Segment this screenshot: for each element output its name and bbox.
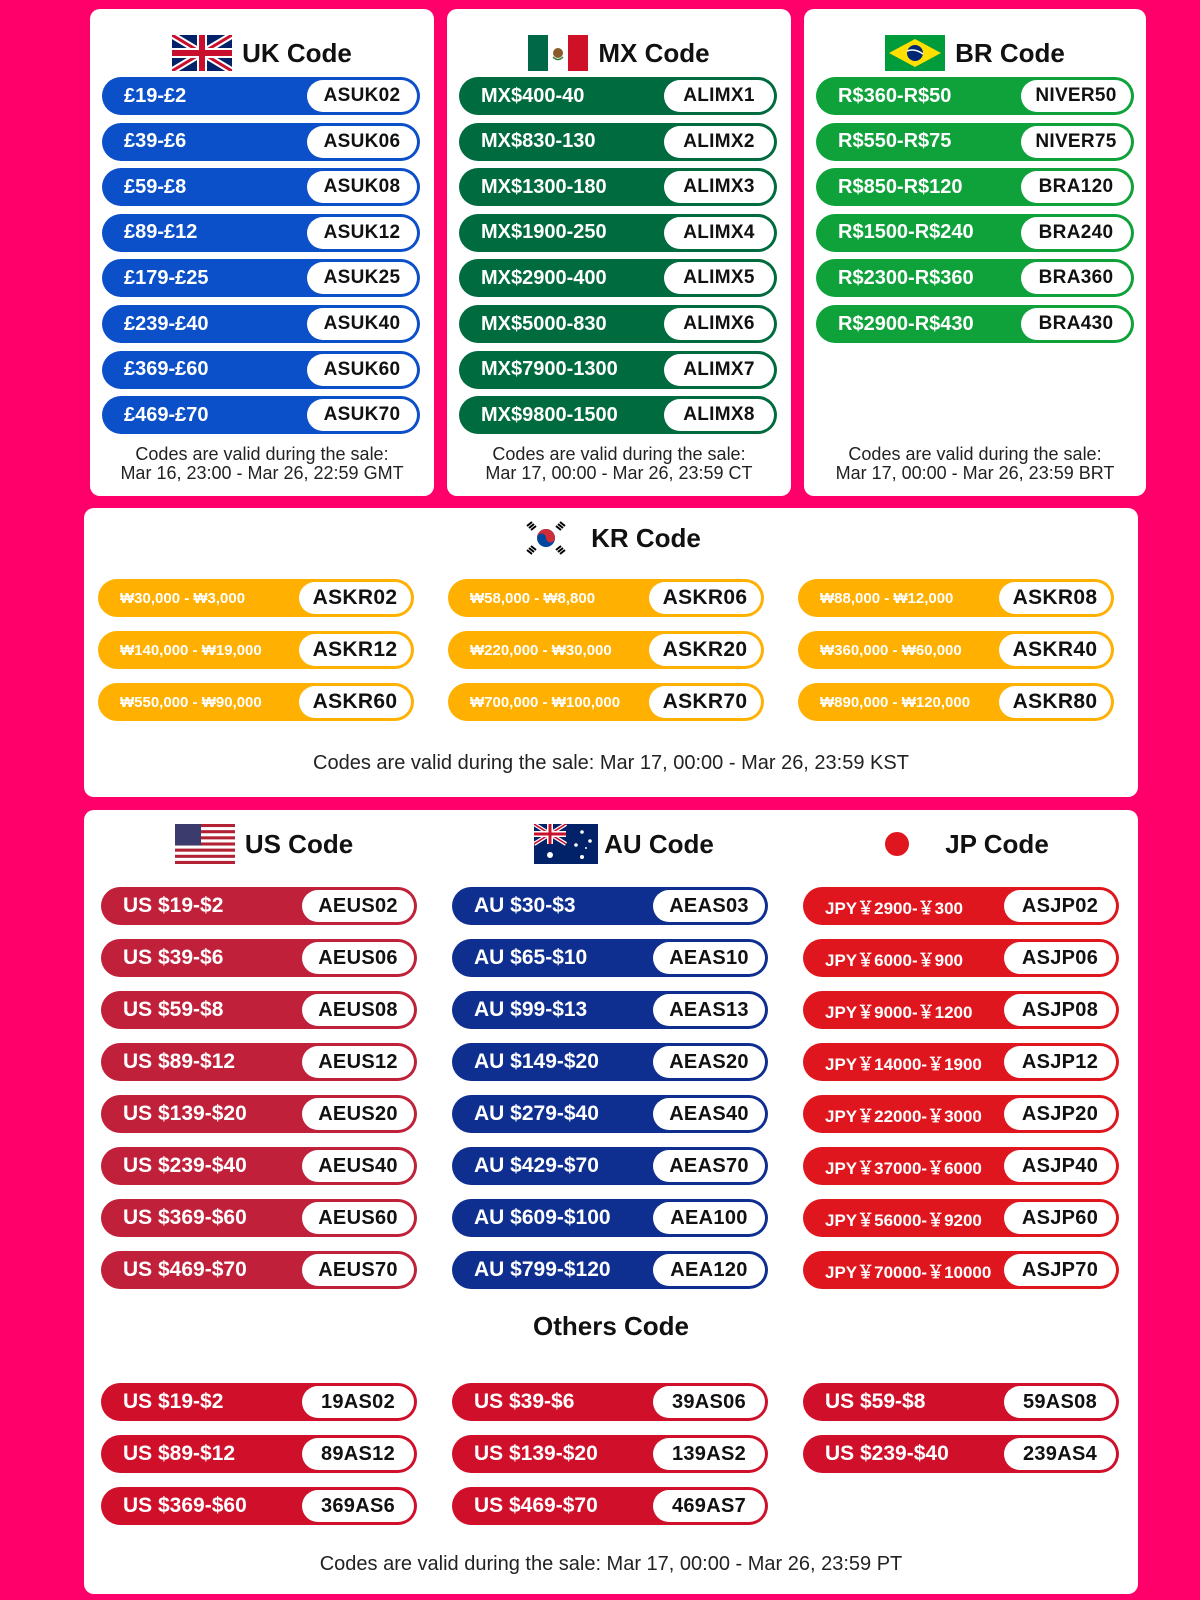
others-price-range: US $39-$6 <box>474 1390 575 1413</box>
au-title-text: AU Code <box>604 828 714 859</box>
uk-coupon-code[interactable]: ASUK60 <box>307 354 417 386</box>
au-coupon-code[interactable]: AEAS40 <box>653 1098 765 1130</box>
uk-price-range: £19-£2 <box>124 84 187 107</box>
uk-coupon-code[interactable]: ASUK25 <box>307 262 417 294</box>
others-coupon-code[interactable]: 59AS08 <box>1004 1386 1116 1418</box>
us-coupon-row[interactable] <box>101 887 417 925</box>
jp-price-range: JPY￥56000-￥9200 <box>825 1210 982 1230</box>
uk-coupon-row[interactable] <box>102 351 420 389</box>
br-coupon-code[interactable]: BRA120 <box>1021 171 1131 203</box>
australia-flag-icon <box>534 824 598 864</box>
mx-code-card <box>447 9 791 496</box>
us-price-range: US $59-$8 <box>123 998 224 1021</box>
jp-coupon-code[interactable]: ASJP20 <box>1004 1098 1116 1130</box>
au-coupon-row[interactable] <box>452 1095 768 1133</box>
uk-price-range: £239-£40 <box>124 312 209 335</box>
uk-coupon-row[interactable] <box>102 396 420 434</box>
us-coupon-code[interactable]: AEUS40 <box>302 1150 414 1182</box>
mx-price-range: MX$830-130 <box>481 130 596 153</box>
br-coupon-row[interactable] <box>816 214 1134 252</box>
mx-price-range: MX$2900-400 <box>481 266 607 289</box>
br-price-range: R$850-R$120 <box>838 175 963 198</box>
mx-coupon-code[interactable]: ALIMX4 <box>664 217 774 249</box>
jp-card-title <box>788 824 1138 864</box>
others-coupon-row[interactable] <box>101 1487 417 1525</box>
br-coupon-row[interactable] <box>816 123 1134 161</box>
au-card-title <box>444 824 804 864</box>
mx-coupon-row[interactable] <box>459 396 777 434</box>
br-coupon-code[interactable]: BRA430 <box>1021 308 1131 340</box>
others-coupon-code[interactable]: 19AS02 <box>302 1386 414 1418</box>
au-coupon-row[interactable] <box>452 1199 768 1237</box>
jp-coupon-code[interactable]: ASJP40 <box>1004 1150 1116 1182</box>
jp-coupon-code[interactable]: ASJP02 <box>1004 890 1116 922</box>
kr-coupon-row[interactable] <box>448 631 764 669</box>
japan-flag-icon <box>877 824 917 864</box>
mx-price-range: MX$9800-1500 <box>481 403 618 426</box>
br-price-range: R$2900-R$430 <box>838 312 974 335</box>
kr-price-range: ₩140,000 - ₩19,000 <box>120 641 262 659</box>
us-coupon-code[interactable]: AEUS12 <box>302 1046 414 1078</box>
us-coupon-row[interactable] <box>101 1251 417 1289</box>
jp-coupon-code[interactable]: ASJP08 <box>1004 994 1116 1026</box>
jp-coupon-code[interactable]: ASJP60 <box>1004 1202 1116 1234</box>
br-price-range: R$550-R$75 <box>838 130 952 153</box>
kr-coupon-code[interactable]: ASKR06 <box>649 582 761 614</box>
us-coupon-code[interactable]: AEUS02 <box>302 890 414 922</box>
us-price-range: US $239-$40 <box>123 1154 247 1177</box>
kr-validity-note: Codes are valid during the sale: Mar 17, 00:00 - Mar 26, 23:59 KST <box>313 752 909 774</box>
us-coupon-code[interactable]: AEUS60 <box>302 1202 414 1234</box>
us-price-range: US $39-$6 <box>123 946 224 969</box>
jp-price-range: JPY￥14000-￥1900 <box>825 1054 982 1074</box>
kr-price-range: ₩58,000 - ₩8,800 <box>470 589 596 607</box>
us-title-text: US Code <box>244 828 354 859</box>
au-coupon-row[interactable] <box>452 939 768 977</box>
us-coupon-row[interactable] <box>101 991 417 1029</box>
mx-coupon-code[interactable]: ALIMX1 <box>664 80 774 112</box>
uk-note-line2: Mar 16, 23:00 - Mar 26, 22:59 GMT <box>120 463 404 483</box>
us-coupon-row[interactable] <box>101 1095 417 1133</box>
jp-coupon-row[interactable] <box>803 1095 1119 1133</box>
au-coupon-row[interactable] <box>452 1043 768 1081</box>
au-price-range: AU $149-$20 <box>474 1050 599 1073</box>
mx-price-range: MX$7900-1300 <box>481 358 618 381</box>
br-coupon-row[interactable] <box>816 305 1134 343</box>
br-note-line1: Codes are valid during the sale: <box>848 444 1102 464</box>
uk-validity-note <box>90 445 434 483</box>
jp-coupon-row[interactable] <box>803 939 1119 977</box>
others-coupon-code[interactable]: 239AS4 <box>1004 1438 1116 1470</box>
others-price-range: US $19-$2 <box>123 1390 224 1413</box>
us-price-range: US $139-$20 <box>123 1102 247 1125</box>
br-card-title <box>804 35 1146 71</box>
br-coupon-row[interactable] <box>816 77 1134 115</box>
au-coupon-code[interactable]: AEAS03 <box>653 890 765 922</box>
br-validity-note <box>804 445 1146 483</box>
au-price-range: AU $30-$3 <box>474 894 576 917</box>
kr-price-range: ₩890,000 - ₩120,000 <box>820 693 971 711</box>
mx-coupon-row[interactable] <box>459 77 777 115</box>
us-price-range: US $469-$70 <box>123 1258 247 1281</box>
others-section-title: Others Code <box>532 1311 690 1341</box>
uk-coupon-code[interactable]: ASUK06 <box>307 126 417 158</box>
au-coupon-row[interactable] <box>452 1251 768 1289</box>
br-note-line2: Mar 17, 00:00 - Mar 26, 23:59 BRT <box>835 463 1115 483</box>
kr-coupon-code[interactable]: ASKR02 <box>299 582 411 614</box>
kr-price-range: ₩88,000 - ₩12,000 <box>820 589 954 607</box>
kr-coupon-row[interactable] <box>98 683 414 721</box>
au-coupon-row[interactable] <box>452 991 768 1029</box>
kr-coupon-row[interactable] <box>798 579 1114 617</box>
br-coupon-code[interactable]: BRA360 <box>1021 262 1131 294</box>
mx-note-line2: Mar 17, 00:00 - Mar 26, 23:59 CT <box>485 463 753 483</box>
jp-price-range: JPY￥37000-￥6000 <box>825 1158 982 1178</box>
mx-coupon-code[interactable]: ALIMX6 <box>664 308 774 340</box>
uk-title-text: UK Code <box>242 37 352 68</box>
br-price-range: R$360-R$50 <box>838 84 952 107</box>
uk-flag-icon <box>172 35 232 71</box>
jp-coupon-row[interactable] <box>803 1147 1119 1185</box>
mx-validity-note <box>447 445 791 483</box>
au-coupon-code[interactable]: AEAS13 <box>653 994 765 1026</box>
jp-price-range: JPY￥70000-￥10000 <box>825 1262 992 1282</box>
others-price-range: US $89-$12 <box>123 1442 236 1465</box>
au-coupon-code[interactable]: AEAS70 <box>653 1150 765 1182</box>
others-coupon-row[interactable] <box>452 1487 768 1525</box>
uk-price-range: £89-£12 <box>124 221 198 244</box>
others-price-range: US $369-$60 <box>123 1494 247 1517</box>
kr-coupon-code[interactable]: ASKR60 <box>299 686 411 718</box>
au-coupon-row[interactable] <box>452 1147 768 1185</box>
uk-coupon-code[interactable]: ASUK12 <box>307 217 417 249</box>
uk-note-line1: Codes are valid during the sale: <box>135 444 389 464</box>
uk-price-range: £59-£8 <box>124 175 187 198</box>
jp-price-range: JPY￥22000-￥3000 <box>825 1106 982 1126</box>
us-coupon-code[interactable]: AEUS70 <box>302 1254 414 1286</box>
mx-title-text: MX Code <box>598 37 710 68</box>
others-price-range: US $139-$20 <box>474 1442 598 1465</box>
usa-flag-icon <box>175 824 235 864</box>
mx-coupon-row[interactable] <box>459 214 777 252</box>
uk-code-card <box>90 9 434 496</box>
mx-card-title <box>447 35 791 71</box>
us-card-title <box>84 824 444 864</box>
au-price-range: AU $99-$13 <box>474 998 588 1021</box>
kr-price-range: ₩30,000 - ₩3,000 <box>120 589 246 607</box>
mx-coupon-row[interactable] <box>459 259 777 297</box>
jp-coupon-row[interactable] <box>803 991 1119 1029</box>
uk-card-title <box>90 35 434 71</box>
jp-coupon-row[interactable] <box>803 887 1119 925</box>
mx-coupon-row[interactable] <box>459 123 777 161</box>
uk-coupon-row[interactable] <box>102 77 420 115</box>
uk-coupon-row[interactable] <box>102 214 420 252</box>
uk-coupon-row[interactable] <box>102 123 420 161</box>
korea-flag-icon <box>521 518 571 558</box>
kr-coupon-row[interactable] <box>798 683 1114 721</box>
mx-coupon-code[interactable]: ALIMX3 <box>664 171 774 203</box>
others-coupon-row[interactable] <box>452 1383 768 1421</box>
au-coupon-code[interactable]: AEAS10 <box>653 942 765 974</box>
au-price-range: AU $279-$40 <box>474 1102 599 1125</box>
au-coupon-code[interactable]: AEAS20 <box>653 1046 765 1078</box>
kr-price-range: ₩550,000 - ₩90,000 <box>120 693 262 711</box>
kr-coupon-code[interactable]: ASKR40 <box>999 634 1111 666</box>
kr-code-card <box>84 508 1138 797</box>
uk-price-range: £179-£25 <box>124 266 209 289</box>
kr-card-title <box>84 518 1138 558</box>
kr-coupon-code[interactable]: ASKR70 <box>649 686 761 718</box>
uk-coupon-row[interactable] <box>102 305 420 343</box>
br-price-range: R$1500-R$240 <box>838 221 974 244</box>
kr-price-range: ₩700,000 - ₩100,000 <box>470 693 621 711</box>
jp-coupon-code[interactable]: ASJP70 <box>1004 1254 1116 1286</box>
us-coupon-row[interactable] <box>101 939 417 977</box>
others-coupon-row[interactable] <box>101 1383 417 1421</box>
uk-coupon-code[interactable]: ASUK70 <box>307 399 417 431</box>
au-price-range: AU $65-$10 <box>474 946 588 969</box>
others-coupon-row[interactable] <box>101 1435 417 1473</box>
jp-coupon-code[interactable]: ASJP06 <box>1004 942 1116 974</box>
kr-title-text: KR Code <box>591 522 701 553</box>
kr-coupon-row[interactable] <box>798 631 1114 669</box>
au-coupon-code[interactable]: AEA120 <box>653 1254 765 1286</box>
mx-coupon-row[interactable] <box>459 351 777 389</box>
us-price-range: US $19-$2 <box>123 894 224 917</box>
jp-price-range: JPY￥9000-￥1200 <box>825 1002 973 1022</box>
us-coupon-row[interactable] <box>101 1199 417 1237</box>
mx-note-line1: Codes are valid during the sale: <box>492 444 746 464</box>
others-coupon-code[interactable]: 369AS6 <box>302 1490 414 1522</box>
kr-coupon-row[interactable] <box>98 631 414 669</box>
kr-price-range: ₩220,000 - ₩30,000 <box>470 641 612 659</box>
brazil-flag-icon <box>885 35 945 71</box>
jp-coupon-row[interactable] <box>803 1251 1119 1289</box>
uk-price-range: £39-£6 <box>124 130 187 153</box>
kr-price-range: ₩360,000 - ₩60,000 <box>820 641 962 659</box>
jp-price-range: JPY￥6000-￥900 <box>825 950 963 970</box>
jp-coupon-row[interactable] <box>803 1199 1119 1237</box>
br-coupon-code[interactable]: NIVER50 <box>1021 80 1131 112</box>
uk-price-range: £369-£60 <box>124 358 209 381</box>
us-coupon-code[interactable]: AEUS20 <box>302 1098 414 1130</box>
au-price-range: AU $799-$120 <box>474 1258 611 1281</box>
mx-price-range: MX$1900-250 <box>481 221 607 244</box>
others-coupon-row[interactable] <box>803 1383 1119 1421</box>
br-code-card <box>804 9 1146 496</box>
uk-coupon-code[interactable]: ASUK02 <box>307 80 417 112</box>
others-coupon-code[interactable]: 469AS7 <box>653 1490 765 1522</box>
mx-coupon-code[interactable]: ALIMX7 <box>664 354 774 386</box>
us-price-range: US $369-$60 <box>123 1206 247 1229</box>
br-coupon-row[interactable] <box>816 259 1134 297</box>
br-price-range: R$2300-R$360 <box>838 266 974 289</box>
br-title-text: BR Code <box>955 37 1065 68</box>
others-price-range: US $469-$70 <box>474 1494 598 1517</box>
mx-price-range: MX$1300-180 <box>481 175 607 198</box>
others-validity-note: Codes are valid during the sale: Mar 17, 00:00 - Mar 26, 23:59 PT <box>319 1553 903 1575</box>
others-coupon-row[interactable] <box>803 1435 1119 1473</box>
others-price-range: US $239-$40 <box>825 1442 949 1465</box>
others-price-range: US $59-$8 <box>825 1390 926 1413</box>
au-price-range: AU $429-$70 <box>474 1154 599 1177</box>
jp-price-range: JPY￥2900-￥300 <box>825 898 963 918</box>
kr-coupon-code[interactable]: ASKR20 <box>649 634 761 666</box>
us-coupon-code[interactable]: AEUS06 <box>302 942 414 974</box>
mx-coupon-row[interactable] <box>459 168 777 206</box>
jp-coupon-row[interactable] <box>803 1043 1119 1081</box>
kr-coupon-row[interactable] <box>448 683 764 721</box>
uk-coupon-row[interactable] <box>102 259 420 297</box>
au-coupon-row[interactable] <box>452 887 768 925</box>
jp-title-text: JP Code <box>945 828 1049 859</box>
kr-coupon-code[interactable]: ASKR80 <box>999 686 1111 718</box>
us-coupon-code[interactable]: AEUS08 <box>302 994 414 1026</box>
others-coupon-row[interactable] <box>452 1435 768 1473</box>
us-coupon-row[interactable] <box>101 1043 417 1081</box>
mx-coupon-code[interactable]: ALIMX2 <box>664 126 774 158</box>
uk-coupon-code[interactable]: ASUK40 <box>307 308 417 340</box>
au-price-range: AU $609-$100 <box>474 1206 611 1229</box>
uk-coupon-row[interactable] <box>102 168 420 206</box>
mx-coupon-code[interactable]: ALIMX8 <box>664 399 774 431</box>
kr-coupon-row[interactable] <box>98 579 414 617</box>
us-price-range: US $89-$12 <box>123 1050 236 1073</box>
us-au-jp-others-card <box>84 810 1138 1594</box>
mx-price-range: MX$400-40 <box>481 84 585 107</box>
others-coupon-code[interactable]: 89AS12 <box>302 1438 414 1470</box>
uk-coupon-code[interactable]: ASUK08 <box>307 171 417 203</box>
br-coupon-code[interactable]: BRA240 <box>1021 217 1131 249</box>
others-coupon-code[interactable]: 39AS06 <box>653 1386 765 1418</box>
mx-coupon-row[interactable] <box>459 305 777 343</box>
kr-coupon-row[interactable] <box>448 579 764 617</box>
kr-coupon-code[interactable]: ASKR08 <box>999 582 1111 614</box>
us-coupon-row[interactable] <box>101 1147 417 1185</box>
uk-price-range: £469-£70 <box>124 403 209 426</box>
jp-coupon-code[interactable]: ASJP12 <box>1004 1046 1116 1078</box>
mx-coupon-code[interactable]: ALIMX5 <box>664 262 774 294</box>
others-coupon-code[interactable]: 139AS2 <box>653 1438 765 1470</box>
br-coupon-code[interactable]: NIVER75 <box>1021 126 1131 158</box>
au-coupon-code[interactable]: AEA100 <box>653 1202 765 1234</box>
br-coupon-row[interactable] <box>816 168 1134 206</box>
kr-coupon-code[interactable]: ASKR12 <box>299 634 411 666</box>
mx-price-range: MX$5000-830 <box>481 312 607 335</box>
mexico-flag-icon <box>528 35 588 71</box>
